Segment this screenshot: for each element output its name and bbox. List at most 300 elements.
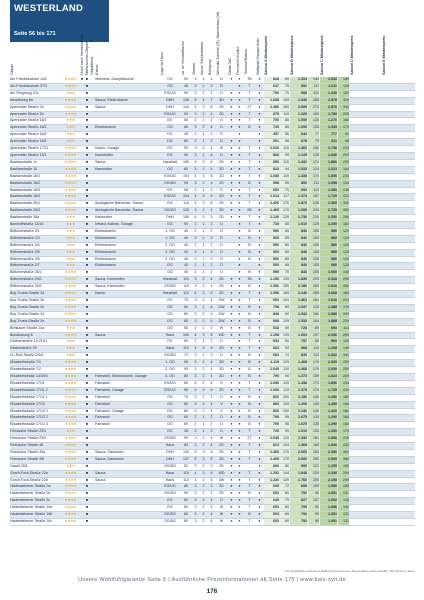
table-cell: Fahrstuhl (95, 422, 110, 427)
table-cell: ● (238, 166, 241, 171)
table-cell: 2 (194, 270, 197, 275)
table-cell: 2D (219, 215, 224, 220)
table-cell: 3 (194, 394, 197, 399)
table-cell: ● (230, 519, 233, 523)
table-cell: 160 (308, 146, 319, 152)
table-cell: D (220, 429, 223, 434)
table-cell: OG (167, 166, 173, 171)
table-cell: OG (167, 325, 173, 330)
table-cell: ★★★★ (64, 519, 77, 523)
table-cell (90, 215, 94, 221)
table-cell: 792 (290, 512, 307, 518)
table-cell: ● (258, 284, 261, 289)
table-cell: 1.226 (264, 478, 279, 484)
row-object-name: Gorch-Fock-Straße 22b (10, 477, 48, 482)
table-cell: 130 (308, 429, 319, 435)
table-cell: ● (238, 449, 241, 454)
table-row (10, 201, 415, 208)
table-cell: ● (238, 304, 241, 309)
table-cell: 155 (338, 91, 349, 97)
table-cell (80, 98, 84, 104)
table-cell: DW (218, 298, 225, 302)
table-cell: ■ (85, 491, 89, 496)
table-cell: 149 (338, 346, 349, 352)
table-cell: OG/DG (164, 180, 176, 185)
table-cell: 2 (194, 139, 197, 144)
table-cell: ● (238, 277, 241, 282)
table-cell (95, 194, 159, 200)
table-cell (228, 132, 235, 138)
table-cell (90, 84, 94, 90)
table-cell: 3 (194, 519, 197, 523)
table-cell: 848 (264, 312, 279, 318)
table-cell: 1 (202, 325, 205, 330)
table-cell: 1. OG (165, 360, 175, 365)
table-cell: 200 (308, 478, 319, 484)
table-cell: B (248, 353, 251, 358)
table-cell: 189 (280, 291, 289, 297)
table-cell: B (248, 249, 251, 254)
table-cell: ● (258, 256, 261, 261)
table-cell: ■ (85, 291, 89, 296)
table-cell: 840 (290, 257, 307, 263)
table-cell (90, 222, 94, 228)
table-cell: 4 (210, 519, 213, 523)
table-cell: 1 (202, 118, 205, 123)
table-cell: 144 (308, 77, 319, 83)
table-cell: 792 (290, 491, 307, 497)
table-cell: T (248, 201, 251, 206)
table-cell: D (220, 339, 223, 344)
table-cell: 170 (338, 125, 349, 131)
table-cell: 1.596 (264, 291, 279, 297)
table-cell: 129 (280, 478, 289, 484)
table-cell (244, 139, 255, 145)
table-cell: ★★★★ (64, 194, 77, 199)
table-cell: EG (167, 298, 173, 302)
table-cell: 159 (280, 284, 289, 290)
table-cell: OG (167, 394, 173, 399)
table-cell: 4 (194, 346, 197, 351)
table-cell: 678 (290, 139, 307, 145)
table-cell: 3. OG (165, 373, 175, 378)
table-cell: ● (238, 408, 241, 413)
table-cell (90, 471, 94, 477)
table-cell: T (248, 505, 251, 510)
table-cell (90, 360, 94, 366)
table-cell (80, 409, 84, 415)
table-cell: 3 (194, 298, 197, 302)
table-cell: 109 (280, 319, 289, 325)
table-cell: 3 (202, 346, 205, 351)
table-cell: 4 (194, 470, 197, 475)
table-cell (95, 298, 159, 304)
table-cell: ● (238, 387, 241, 392)
table-cell: V (220, 401, 223, 406)
table-cell: 4 (210, 491, 213, 496)
table-cell: 269 (308, 284, 319, 290)
table-cell: 45 (184, 256, 188, 261)
table-cell: 85 (280, 125, 289, 131)
table-cell: 40 (184, 242, 188, 247)
table-cell: 4 (210, 380, 213, 385)
table-cell: ● (238, 139, 241, 144)
table-cell: B (248, 415, 251, 420)
table-cell: 45 (184, 83, 188, 88)
table-cell: 2 (210, 249, 213, 254)
table-cell: 65 (280, 250, 289, 256)
table-cell (228, 339, 235, 345)
table-cell: ★★★ (66, 90, 75, 95)
table-cell: 3 (202, 159, 205, 164)
table-cell: ● (258, 298, 261, 302)
table-cell: ● (230, 484, 233, 489)
table-cell: ● (258, 111, 261, 116)
table-row (10, 422, 415, 429)
table-cell (80, 478, 84, 484)
table-cell: 1.490 (320, 402, 337, 408)
table-cell (95, 139, 159, 145)
table-cell: ● (258, 353, 261, 358)
table-row (10, 215, 415, 222)
table-cell: 137 (183, 456, 189, 461)
table-cell: ■ (85, 249, 89, 254)
table-cell: 140 (183, 449, 189, 454)
table-cell: 1.425 (320, 409, 337, 415)
table-cell: 107 (308, 498, 319, 504)
table-cell: 209 (338, 374, 349, 380)
table-cell: 5 (210, 477, 213, 482)
table-row (10, 360, 415, 367)
table-cell: ■ (85, 146, 89, 151)
table-cell (95, 367, 159, 373)
table-cell: OG (167, 125, 173, 130)
table-cell: Sauna (95, 470, 106, 475)
table-cell: 76 (280, 84, 289, 90)
table-cell: 1.010 (264, 146, 279, 152)
table-cell: 5 (210, 215, 213, 220)
table-cell: 90 (184, 90, 188, 95)
table-row (10, 505, 415, 512)
table-cell: ● (238, 187, 241, 192)
table-cell: ■ (85, 132, 89, 137)
table-cell: DHH (166, 104, 174, 109)
table-cell: 3 (202, 291, 205, 296)
table-cell: 165 (338, 464, 349, 470)
table-cell: ● (238, 325, 241, 330)
table-cell: 560 (264, 229, 279, 235)
table-cell: ■ (85, 318, 89, 323)
table-cell: 104 (280, 298, 289, 304)
table-cell: EG (167, 339, 173, 344)
table-cell (95, 353, 159, 359)
table-cell: Haushalt (162, 291, 178, 296)
table-row (10, 374, 415, 381)
table-cell: 90 (280, 429, 289, 435)
table-cell: 222 (338, 194, 349, 200)
table-cell (80, 402, 84, 408)
table-cell: ■ (80, 77, 84, 81)
table-cell (90, 194, 94, 200)
table-cell (80, 319, 84, 325)
table-cell: 1.368 (290, 443, 307, 449)
footnote: Für Druckfehler wird keine Haftung übernommen. Alle Angaben ohne Gewähr. Alle Preise in Euro. (285, 569, 415, 573)
table-cell: Elektrokamin (95, 256, 116, 261)
table-cell: ● (238, 77, 241, 81)
table-cell: 140 (183, 104, 189, 109)
table-cell: 2 (210, 118, 213, 123)
table-cell (244, 263, 255, 269)
table-cell: ■ (85, 401, 89, 406)
table-cell: 1 (202, 270, 205, 275)
table-cell: V (220, 408, 223, 413)
table-cell: ★★★ (66, 242, 75, 247)
table-cell: T (248, 97, 251, 102)
table-cell: 4 (210, 401, 213, 406)
table-cell (80, 91, 84, 97)
table-cell: 263 (308, 450, 319, 456)
table-cell: 827 (290, 498, 307, 504)
table-cell: OG (167, 422, 173, 427)
table-cell: ● (238, 498, 241, 503)
table-cell: 1.432 (290, 160, 307, 166)
table-cell: ● (258, 83, 261, 88)
table-cell: 145 (308, 402, 319, 408)
table-cell: ■ (85, 104, 89, 109)
table-cell: 2 (194, 249, 197, 254)
table-cell: 69 (280, 491, 289, 497)
row-object-name: Bastianstraße 16/4 (10, 194, 41, 199)
table-cell: ■ (85, 263, 89, 268)
table-cell: T (248, 215, 251, 220)
table-cell: ● (230, 505, 233, 510)
table-row (10, 367, 415, 374)
table-cell: W (219, 512, 224, 517)
table-cell: 2 (210, 339, 213, 344)
table-cell: 2 (202, 152, 205, 157)
table-cell (90, 395, 94, 401)
table-cell: 706 (264, 91, 279, 97)
table-cell: ● (258, 180, 261, 185)
table-cell: 1.588 (320, 312, 337, 318)
table-cell: 80 (184, 408, 188, 413)
row-object-name: Böttcherstraße 25/3 (10, 284, 42, 289)
table-cell: 2 (202, 166, 205, 171)
table-cell (90, 291, 94, 297)
table-cell: 125 (338, 229, 349, 235)
table-cell: 89 (280, 305, 289, 311)
table-cell (80, 222, 84, 228)
table-row (10, 312, 415, 319)
table-cell: ★★★★ (64, 449, 77, 454)
table-cell (228, 257, 235, 263)
table-cell: 820 (264, 395, 279, 401)
table-cell: ★★★★ (64, 152, 77, 157)
row-object-name: Haderslebener Straße 2b (10, 491, 51, 496)
table-cell: 75 (184, 298, 188, 302)
table-cell: 2 (202, 443, 205, 448)
table-cell: EG (167, 118, 173, 123)
table-cell (95, 360, 159, 366)
table-cell: ★★★ (66, 256, 75, 261)
table-cell: 2 (202, 90, 205, 95)
table-cell: 3.068 (320, 291, 337, 297)
table-cell: Haushalt (162, 277, 178, 282)
table-cell: 501 (264, 139, 279, 145)
table-cell: 100 (183, 332, 189, 337)
table-row (10, 174, 415, 181)
table-cell: 1.870 (290, 201, 307, 207)
table-cell: 2D (219, 484, 224, 489)
table-cell: 2.318 (320, 277, 337, 283)
table-cell: ● (238, 222, 241, 227)
table-row (10, 491, 415, 498)
table-cell: 135 (183, 97, 189, 102)
table-cell (90, 263, 94, 269)
table-cell: 3 (194, 284, 197, 289)
table-cell: 110 (183, 284, 189, 289)
table-cell: 2 (210, 263, 213, 268)
table-cell: ■ (85, 498, 89, 503)
table-cell: D (220, 118, 223, 123)
table-cell: ■ (85, 159, 89, 164)
table-cell: T (248, 166, 251, 171)
table-cell: ● (230, 152, 233, 157)
table-cell: D (220, 152, 223, 157)
table-cell: 6 (210, 291, 213, 296)
table-cell (228, 263, 235, 269)
table-cell: 40 (184, 270, 188, 275)
row-object-name: Elisabethstraße 17/12 3 (10, 422, 48, 427)
table-cell: 1.465 (264, 450, 279, 456)
table-cell (228, 222, 235, 228)
table-cell: 169 (308, 443, 319, 449)
table-cell (80, 326, 84, 332)
table-cell: 2 (194, 235, 197, 240)
table-cell: ★★★★ (64, 422, 77, 427)
table-cell: 59 (280, 326, 289, 332)
table-cell: OG (167, 270, 173, 275)
table-cell: EG (167, 222, 173, 227)
table-cell: DW (218, 318, 225, 323)
table-cell: 6 (210, 159, 213, 164)
table-cell: 757 (290, 339, 307, 345)
table-cell (95, 181, 159, 187)
table-cell (228, 236, 235, 242)
table-cell: 119 (308, 91, 319, 97)
table-cell: 2 (194, 187, 197, 192)
table-cell: 135 (308, 415, 319, 421)
table-cell (95, 512, 159, 518)
table-cell: 3 (194, 491, 197, 496)
table-cell: 1 (202, 256, 205, 261)
table-cell: ● (230, 401, 233, 406)
table-cell: 135 (338, 484, 349, 490)
table-cell: 1.252 (264, 471, 279, 477)
table-cell: 65 (280, 236, 289, 242)
table-cell: 2.090 (290, 457, 307, 463)
table-cell: Kaminofen (95, 166, 113, 171)
table-cell: Fahrstuhl (95, 394, 110, 399)
table-cell: 109 (308, 484, 319, 490)
table-cell: 1.636 (320, 153, 337, 159)
table-cell: ● (238, 249, 241, 254)
table-cell: ■ (85, 187, 89, 192)
table-cell: ■ (85, 373, 89, 378)
table-cell: EG (167, 201, 173, 206)
table-cell: 1.313 (320, 167, 337, 173)
column-header: Terrasse/Balkon (244, 48, 248, 75)
table-cell: 2.246 (290, 291, 307, 297)
table-cell: 2 (202, 380, 205, 385)
table-cell (80, 339, 84, 345)
table-cell: 2 (202, 477, 205, 482)
table-cell: 595 (264, 270, 279, 276)
table-cell: ★★★ (66, 463, 75, 468)
table-cell: 2T (247, 104, 252, 109)
table-cell: ● (230, 159, 233, 164)
table-cell: ★★★ (66, 139, 75, 144)
table-row (10, 146, 415, 153)
table-cell: ● (230, 422, 233, 427)
table-cell: 6 (210, 201, 213, 206)
table-cell: 2D (219, 456, 224, 461)
table-cell: 1.658 (264, 98, 279, 104)
page-subtitle: Seite 56 bis 171 (14, 31, 56, 37)
table-cell: 2D (219, 373, 224, 378)
table-cell: ★★★★ (64, 180, 77, 185)
table-cell: 598 (264, 181, 279, 187)
row-object-name: Apenrader Straße 16/2 (10, 125, 47, 130)
table-cell (95, 84, 159, 90)
table-cell (90, 229, 94, 235)
table-cell: ★★★★ (64, 104, 77, 109)
table-cell: Elektrokamin (95, 125, 116, 130)
table-cell: 1.356 (264, 284, 279, 290)
table-cell: 299 (338, 478, 349, 484)
table-cell: ● (230, 491, 233, 496)
table-cell: ● (258, 519, 261, 523)
table-cell (90, 270, 94, 276)
table-cell: 105 (308, 263, 319, 269)
table-cell: 174 (308, 160, 319, 166)
table-cell: D (220, 380, 223, 385)
table-cell: ● (258, 97, 261, 102)
table-cell: 90 (184, 436, 188, 441)
table-cell: 69 (280, 519, 289, 525)
table-cell: T (248, 222, 251, 227)
table-cell: 892 (290, 181, 307, 187)
table-cell: 95 (280, 415, 289, 421)
table-cell: T (248, 519, 251, 523)
table-cell: 1.330 (320, 429, 337, 435)
table-cell: ★★★★ (64, 387, 77, 392)
table-cell: 85 (280, 222, 289, 228)
table-cell: 65 (280, 243, 289, 249)
table-cell: B (248, 325, 251, 330)
table-row (10, 381, 415, 388)
table-cell: W (219, 505, 224, 510)
table-cell: ■ (85, 332, 89, 337)
table-cell: 4 (210, 277, 213, 282)
table-cell: 1.623 (320, 374, 337, 380)
table-cell: 1.010 (290, 429, 307, 435)
table-cell: 1.036 (264, 381, 279, 387)
row-object-name: Am Friedrichshain 14/2 (10, 77, 47, 81)
table-cell: ● (230, 353, 233, 358)
table-cell: 83 (184, 443, 188, 448)
row-object-name: Bundiswung 8 (10, 332, 33, 337)
